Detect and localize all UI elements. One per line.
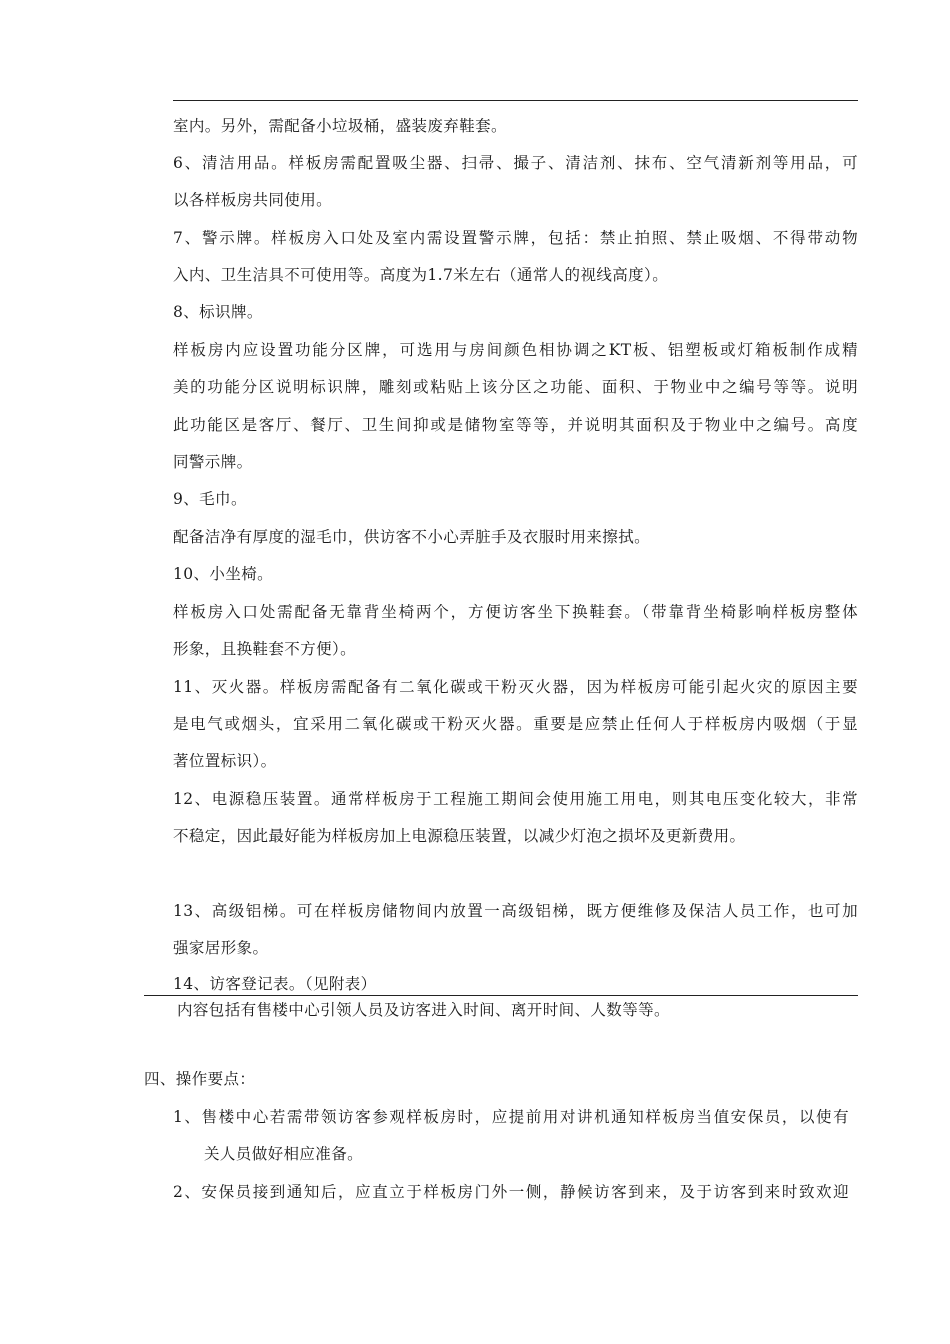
text-line: 以各样板房共同使用。 bbox=[173, 191, 333, 209]
text-line: 不稳定，因此最好能为样板房加上电源稳压装置，以减少灯泡之损坏及更新费用。 bbox=[173, 827, 746, 845]
item-11-line: 11、灭火器。样板房需配备有二氧化碳或干粉灭火器，因为样板房可能引起火灾的原因主要 bbox=[173, 678, 858, 696]
text-line: 样板房内应设置功能分区牌，可选用与房间颜色相协调之KT板、铝塑板或灯箱板制作成精 bbox=[173, 341, 858, 359]
text-line: 内容包括有售楼中心引领人员及访客进入时间、离开时间、人数等等。 bbox=[177, 1001, 670, 1019]
text-line: 是电气或烟头，宜采用二氧化碳或干粉灭火器。重要是应禁止任何人于样板房内吸烟（于显 bbox=[173, 715, 858, 733]
item-7-line: 7、警示牌。样板房入口处及室内需设置警示牌，包括：禁止拍照、禁止吸烟、不得带动物 bbox=[173, 229, 858, 247]
text-line: 同警示牌。 bbox=[173, 453, 253, 471]
top-divider bbox=[173, 100, 858, 101]
text-line: 强家居形象。 bbox=[173, 939, 269, 957]
section-divider bbox=[144, 995, 858, 996]
item-13-line: 13、高级铝梯。可在样板房储物间内放置一高级铝梯，既方便维修及保洁人员工作，也可加 bbox=[173, 902, 858, 920]
item-9-heading: 9、毛巾。 bbox=[173, 490, 247, 508]
text-line: 著位置标识）。 bbox=[173, 752, 277, 770]
step-1-line: 1、售楼中心若需带领访客参观样板房时，应提前用对讲机通知样板房当值安保员，以使有 bbox=[173, 1108, 849, 1126]
item-14-heading: 14、访客登记表。（见附表） bbox=[173, 975, 377, 993]
text-line: 室内。另外，需配备小垃圾桶，盛装废弃鞋套。 bbox=[173, 117, 507, 135]
item-12-line: 12、电源稳压装置。通常样板房于工程施工期间会使用施工用电，则其电压变化较大，非常 bbox=[173, 790, 858, 808]
text-line: 此功能区是客厅、餐厅、卫生间抑或是储物室等等，并说明其面积及于物业中之编号。高度 bbox=[173, 416, 858, 434]
text-line: 入内、卫生洁具不可使用等。高度为1.7米左右（通常人的视线高度）。 bbox=[173, 266, 669, 284]
text-line: 关人员做好相应准备。 bbox=[204, 1145, 364, 1163]
step-2-line: 2、安保员接到通知后，应直立于样板房门外一侧，静候访客到来，及于访客到来时致欢迎 bbox=[173, 1183, 849, 1201]
text-line: 配备洁净有厚度的湿毛巾，供访客不小心弄脏手及衣服时用来擦拭。 bbox=[173, 528, 651, 546]
text-line: 美的功能分区说明标识牌，雕刻或粘贴上该分区之功能、面积、于物业中之编号等等。说明 bbox=[173, 378, 858, 396]
text-line: 样板房入口处需配备无靠背坐椅两个，方便访客坐下换鞋套。（带靠背坐椅影响样板房整体 bbox=[173, 603, 858, 621]
item-8-heading: 8、标识牌。 bbox=[173, 303, 263, 321]
text-line: 形象，且换鞋套不方便）。 bbox=[173, 640, 357, 658]
item-10-heading: 10、小坐椅。 bbox=[173, 565, 274, 583]
item-6-line: 6、清洁用品。样板房需配置吸尘器、扫帚、撮子、清洁剂、抹布、空气清新剂等用品，可 bbox=[173, 154, 858, 172]
section-heading: 四、操作要点： bbox=[144, 1070, 256, 1088]
